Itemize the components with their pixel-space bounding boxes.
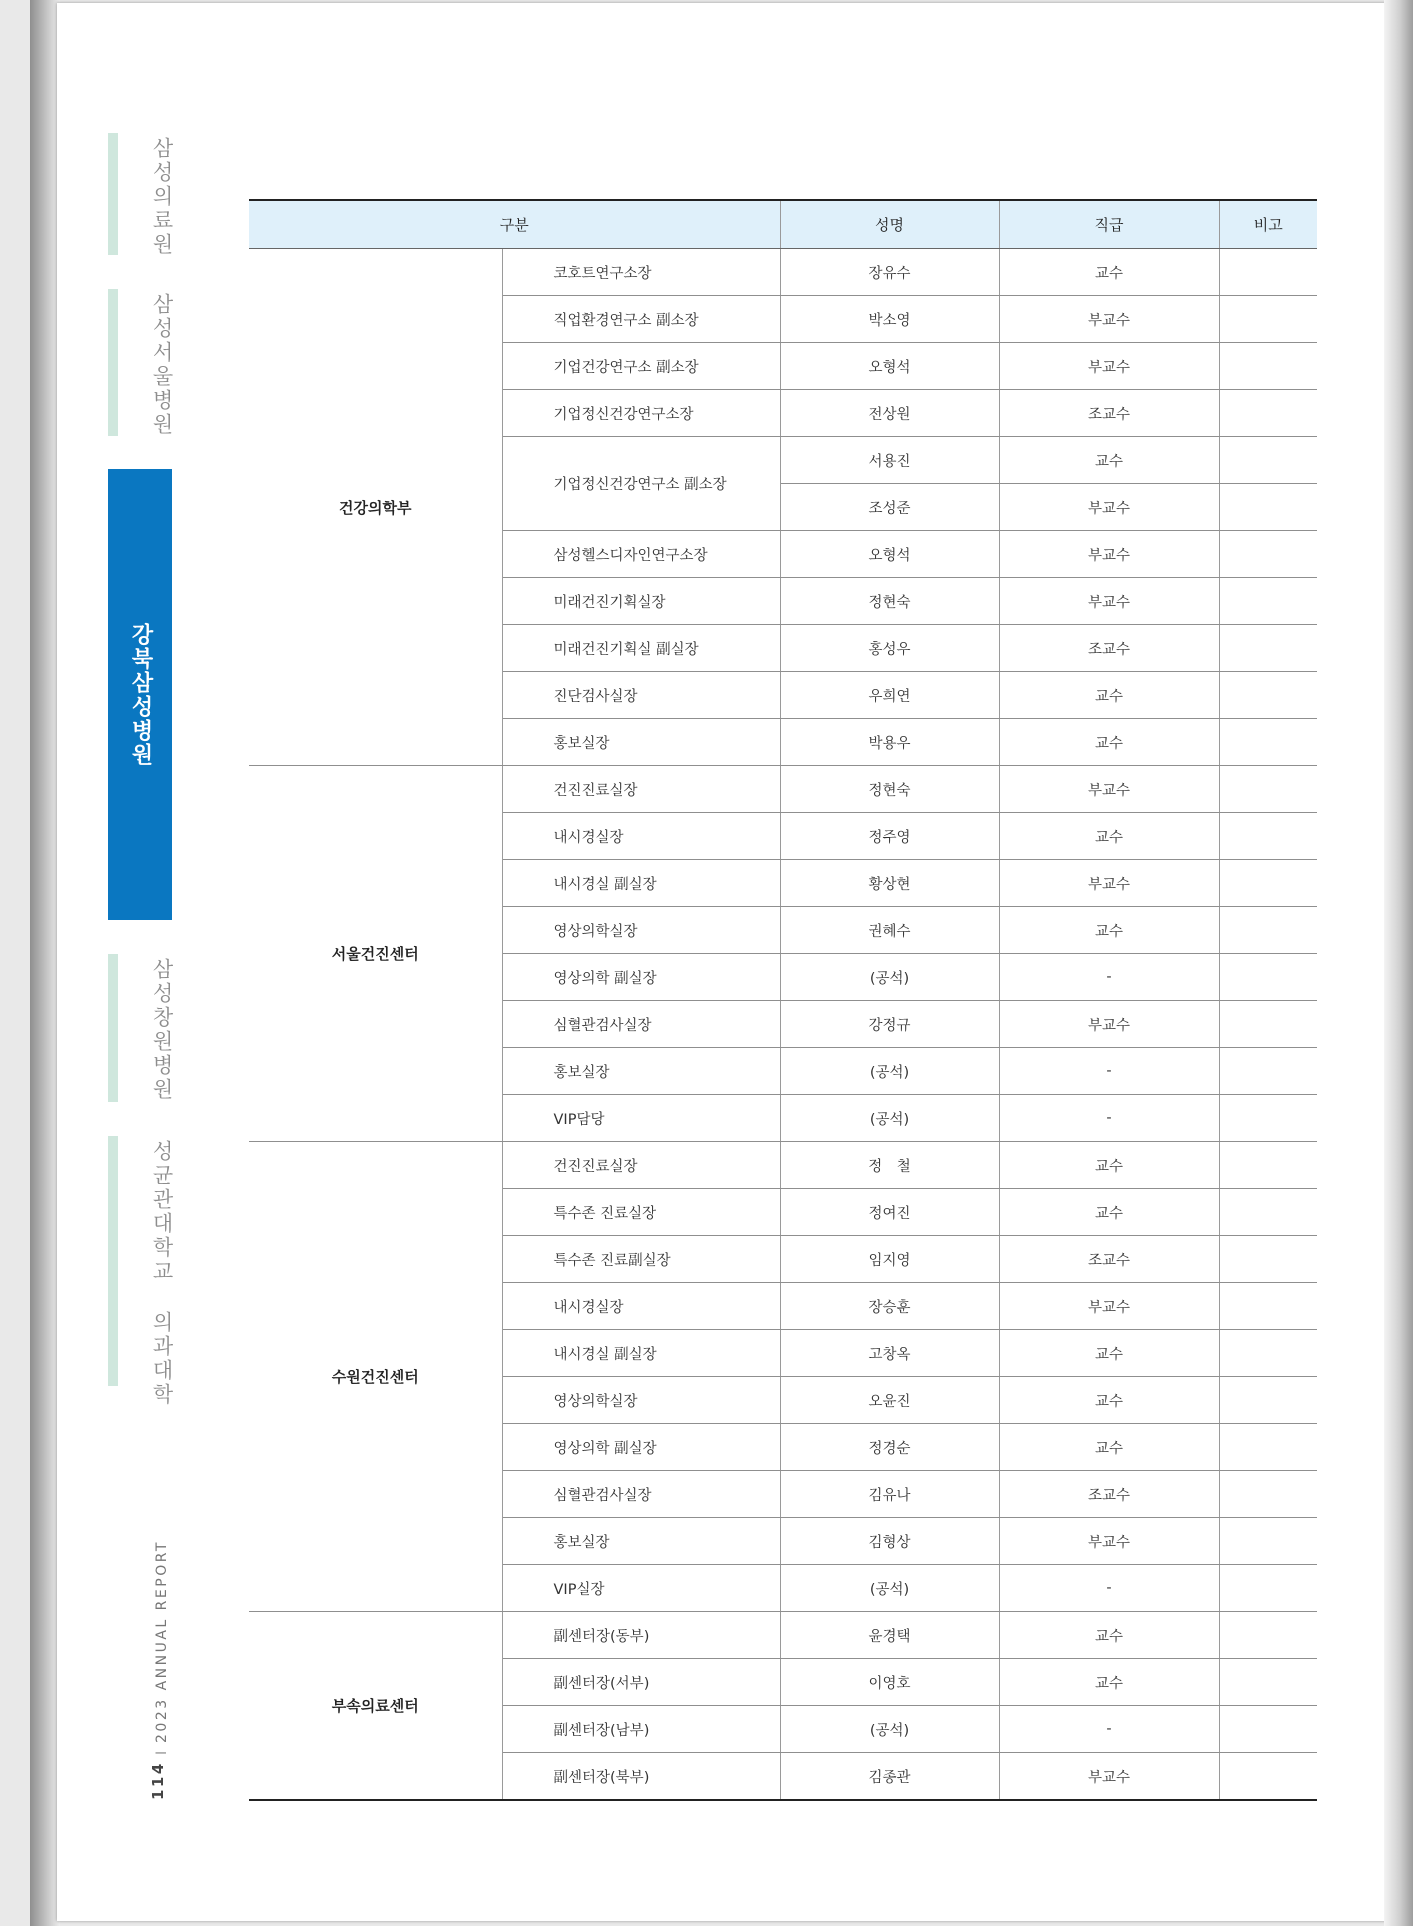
rank-cell: 교수 [999, 813, 1219, 860]
report-footer [150, 1540, 174, 1800]
name-cell: (공석) [780, 1565, 999, 1612]
note-cell [1219, 296, 1317, 343]
header-note: 비고 [1219, 200, 1317, 249]
note-cell [1219, 1236, 1317, 1283]
name-cell: 오윤진 [780, 1377, 999, 1424]
rank-cell: 부교수 [999, 1518, 1219, 1565]
position-cell: 홍보실장 [502, 719, 780, 766]
position-cell: 내시경실장 [502, 1283, 780, 1330]
rank-cell: 교수 [999, 1612, 1219, 1659]
position-cell: 副센터장(남부) [502, 1706, 780, 1753]
rank-cell: 교수 [999, 907, 1219, 954]
position-cell: 직업환경연구소 副소장 [502, 296, 780, 343]
name-cell: 김유나 [780, 1471, 999, 1518]
page-edge-right [1384, 0, 1413, 1926]
table-row [249, 1142, 1317, 1189]
note-cell [1219, 1095, 1317, 1142]
rank-cell: 조교수 [999, 625, 1219, 672]
rank-cell: 부교수 [999, 1753, 1219, 1801]
name-cell: 정주영 [780, 813, 999, 860]
page-number: 114 [149, 1761, 167, 1800]
group-cell: 서울건진센터 [249, 766, 502, 1142]
position-cell: 영상의학 副실장 [502, 1424, 780, 1471]
rank-cell: - [999, 1706, 1219, 1753]
position-cell: 미래건진기획실 副실장 [502, 625, 780, 672]
table-row [249, 1612, 1317, 1659]
nav-item-kangbuk-samsung-hospital[interactable] [108, 469, 172, 920]
table-header-row [249, 200, 1317, 249]
name-cell: 우희연 [780, 672, 999, 719]
note-cell [1219, 578, 1317, 625]
rank-cell: 부교수 [999, 860, 1219, 907]
name-cell: 정경순 [780, 1424, 999, 1471]
rank-cell: 조교수 [999, 1236, 1219, 1283]
note-cell [1219, 1001, 1317, 1048]
name-cell: 서용진 [780, 437, 999, 484]
rank-cell: 조교수 [999, 390, 1219, 437]
name-cell: 정여진 [780, 1189, 999, 1236]
note-cell [1219, 437, 1317, 484]
name-cell: 권혜수 [780, 907, 999, 954]
position-cell: 특수존 진료副실장 [502, 1236, 780, 1283]
position-cell: 영상의학실장 [502, 907, 780, 954]
name-cell: 오형석 [780, 531, 999, 578]
position-cell: 기업건강연구소 副소장 [502, 343, 780, 390]
note-cell [1219, 672, 1317, 719]
rank-cell: 교수 [999, 249, 1219, 296]
report-title: 2023 ANNUAL REPORT [154, 1539, 170, 1743]
nav-item-label: 삼성서울병원 [150, 293, 174, 437]
rank-cell: 부교수 [999, 531, 1219, 578]
name-cell: 오형석 [780, 343, 999, 390]
rank-cell: 부교수 [999, 343, 1219, 390]
position-cell: 미래건진기획실장 [502, 578, 780, 625]
rank-cell: 교수 [999, 1142, 1219, 1189]
name-cell: 박용우 [780, 719, 999, 766]
position-cell: 기업정신건강연구소 副소장 [502, 437, 780, 531]
rank-cell: - [999, 954, 1219, 1001]
name-cell: 윤경택 [780, 1612, 999, 1659]
group-cell: 수원건진센터 [249, 1142, 502, 1612]
table-row [249, 766, 1317, 813]
rank-cell: 교수 [999, 1659, 1219, 1706]
name-cell: 정현숙 [780, 766, 999, 813]
note-cell [1219, 1283, 1317, 1330]
position-cell: VIP실장 [502, 1565, 780, 1612]
position-cell: 특수존 진료실장 [502, 1189, 780, 1236]
rank-cell: 부교수 [999, 296, 1219, 343]
nav-bar [108, 954, 118, 1102]
rank-cell: 부교수 [999, 1001, 1219, 1048]
position-cell: 내시경실장 [502, 813, 780, 860]
name-cell: 조성준 [780, 484, 999, 531]
position-cell: 副센터장(북부) [502, 1753, 780, 1801]
nav-item-samsung-seoul-hospital[interactable] [108, 289, 172, 436]
rank-cell: 부교수 [999, 578, 1219, 625]
name-cell: 정현숙 [780, 578, 999, 625]
note-cell [1219, 1471, 1317, 1518]
rank-cell: 교수 [999, 1424, 1219, 1471]
name-cell: 임지영 [780, 1236, 999, 1283]
position-cell: 내시경실 副실장 [502, 1330, 780, 1377]
note-cell [1219, 766, 1317, 813]
name-cell: 장유수 [780, 249, 999, 296]
nav-item-samsung-changwon-hospital[interactable] [108, 954, 172, 1102]
note-cell [1219, 625, 1317, 672]
position-cell: 홍보실장 [502, 1048, 780, 1095]
nav-item-label: 삼성의료원 [150, 137, 174, 257]
rank-cell: 부교수 [999, 766, 1219, 813]
note-cell [1219, 531, 1317, 578]
note-cell [1219, 343, 1317, 390]
header-category: 구분 [249, 200, 780, 249]
note-cell [1219, 484, 1317, 531]
note-cell [1219, 954, 1317, 1001]
footer-separator: I [154, 1748, 170, 1756]
rank-cell: 교수 [999, 719, 1219, 766]
note-cell [1219, 860, 1317, 907]
position-cell: 영상의학 副실장 [502, 954, 780, 1001]
name-cell: (공석) [780, 1095, 999, 1142]
position-cell: 건진진료실장 [502, 1142, 780, 1189]
position-cell: 내시경실 副실장 [502, 860, 780, 907]
note-cell [1219, 907, 1317, 954]
position-cell: 심혈관검사실장 [502, 1001, 780, 1048]
group-cell: 부속의료센터 [249, 1612, 502, 1801]
name-cell: 김형상 [780, 1518, 999, 1565]
position-cell: 기업정신건강연구소장 [502, 390, 780, 437]
rank-cell: 부교수 [999, 484, 1219, 531]
header-rank: 직급 [999, 200, 1219, 249]
nav-item-skku-medicine[interactable] [108, 1136, 174, 1407]
note-cell [1219, 1659, 1317, 1706]
rank-cell: 교수 [999, 1377, 1219, 1424]
position-cell: 副센터장(서부) [502, 1659, 780, 1706]
name-cell: 황상현 [780, 860, 999, 907]
note-cell [1219, 1518, 1317, 1565]
position-cell: 삼성헬스디자인연구소장 [502, 531, 780, 578]
note-cell [1219, 1424, 1317, 1471]
position-cell: 副센터장(동부) [502, 1612, 780, 1659]
note-cell [1219, 1753, 1317, 1801]
position-cell: 영상의학실장 [502, 1377, 780, 1424]
position-cell: 건진진료실장 [502, 766, 780, 813]
header-name: 성명 [780, 200, 999, 249]
name-cell: 홍성우 [780, 625, 999, 672]
name-cell: 전상원 [780, 390, 999, 437]
name-cell: 강정규 [780, 1001, 999, 1048]
note-cell [1219, 1612, 1317, 1659]
page-edge-left [30, 0, 60, 1926]
name-cell: 고창옥 [780, 1330, 999, 1377]
name-cell: 정 철 [780, 1142, 999, 1189]
nav-item-samsung-medical-center[interactable] [108, 133, 172, 255]
nav-bar [108, 1136, 118, 1386]
nav-item-label: 강북삼성병원 [128, 622, 153, 767]
position-cell: 홍보실장 [502, 1518, 780, 1565]
note-cell [1219, 1706, 1317, 1753]
org-table [249, 199, 1317, 1801]
note-cell [1219, 719, 1317, 766]
note-cell [1219, 813, 1317, 860]
note-cell [1219, 1048, 1317, 1095]
name-cell: 박소영 [780, 296, 999, 343]
name-cell: 김종관 [780, 1753, 999, 1801]
rank-cell: 조교수 [999, 1471, 1219, 1518]
name-cell: 장승훈 [780, 1283, 999, 1330]
nav-bar [108, 289, 118, 436]
name-cell: (공석) [780, 954, 999, 1001]
note-cell [1219, 1565, 1317, 1612]
note-cell [1219, 1330, 1317, 1377]
rank-cell: 교수 [999, 1189, 1219, 1236]
rank-cell: 교수 [999, 1330, 1219, 1377]
position-cell: 코호트연구소장 [502, 249, 780, 296]
position-cell: VIP담당 [502, 1095, 780, 1142]
table-row [249, 249, 1317, 296]
name-cell: 이영호 [780, 1659, 999, 1706]
rank-cell: - [999, 1095, 1219, 1142]
nav-item-label: 성균관대학교 의과대학 [150, 1140, 174, 1407]
note-cell [1219, 390, 1317, 437]
note-cell [1219, 1189, 1317, 1236]
name-cell: (공석) [780, 1706, 999, 1753]
rank-cell: 교수 [999, 672, 1219, 719]
nav-bar [108, 133, 118, 255]
nav-item-label: 삼성창원병원 [150, 958, 174, 1102]
rank-cell: 부교수 [999, 1283, 1219, 1330]
note-cell [1219, 1377, 1317, 1424]
rank-cell: - [999, 1565, 1219, 1612]
note-cell [1219, 249, 1317, 296]
rank-cell: 교수 [999, 437, 1219, 484]
rank-cell: - [999, 1048, 1219, 1095]
name-cell: (공석) [780, 1048, 999, 1095]
note-cell [1219, 1142, 1317, 1189]
group-cell: 건강의학부 [249, 249, 502, 766]
position-cell: 심혈관검사실장 [502, 1471, 780, 1518]
position-cell: 진단검사실장 [502, 672, 780, 719]
